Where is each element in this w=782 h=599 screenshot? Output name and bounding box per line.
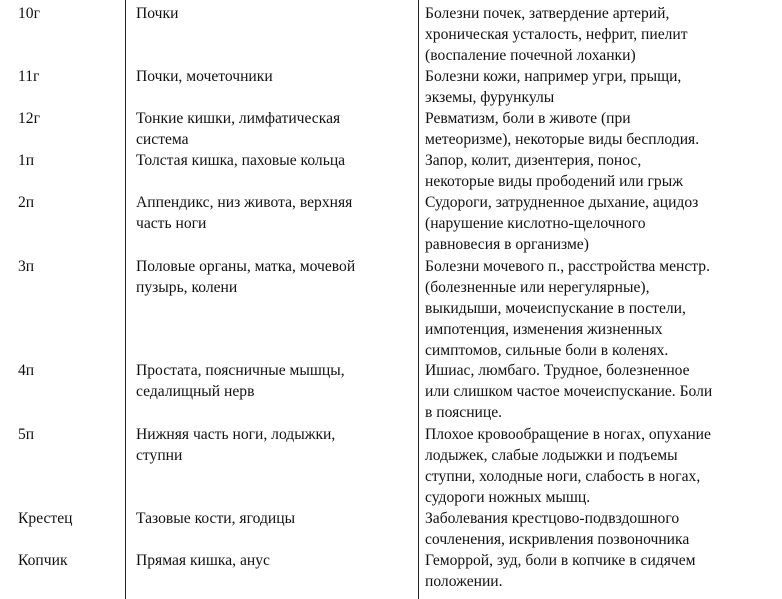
organs-cell xyxy=(136,3,178,24)
symptoms-line: Судороги, затрудненное дыхание, ацидоз xyxy=(425,194,699,211)
symptoms-cell xyxy=(425,66,681,108)
symptoms-line: равновесия в организме) xyxy=(425,236,589,253)
symptoms-line: в пояснице. xyxy=(425,404,503,421)
segment-cell: 10г xyxy=(18,5,40,22)
segment-cell: Крестец xyxy=(18,510,73,527)
symptoms-line: или слишком частое мочеиспускание. Боли xyxy=(425,383,713,400)
symptoms-cell xyxy=(425,256,710,361)
symptoms-line: Ревматизм, боли в животе (при xyxy=(425,110,631,127)
organs-line: Нижняя часть ноги, лодыжки, xyxy=(136,426,336,443)
symptoms-line: хроническая усталость, нефрит, пиелит xyxy=(425,26,688,43)
segment-cell: 4п xyxy=(18,362,35,379)
symptoms-cell xyxy=(425,108,699,150)
symptoms-line: импотенция, изменения жизненных xyxy=(425,321,663,338)
organs-cell xyxy=(136,150,345,171)
symptoms-cell xyxy=(425,3,688,66)
symptoms-line: (болезненные или нерегулярные), xyxy=(425,279,650,296)
symptoms-line: (нарушение кислотно-щелочного xyxy=(425,215,646,232)
organs-line: седалищный нерв xyxy=(136,383,255,400)
organs-line: Половые органы, матка, мочевой xyxy=(136,258,356,275)
segment-cell: 3п xyxy=(18,258,35,275)
organs-cell xyxy=(136,108,340,150)
organs-line: часть ноги xyxy=(136,215,207,232)
symptoms-line: (воспаление почечной лоханки) xyxy=(425,47,636,64)
symptoms-line: экземы, фурункулы xyxy=(425,89,555,106)
segment-cell: 5п xyxy=(18,426,35,443)
organs-line: Почки, мочеточники xyxy=(136,68,273,85)
symptoms-cell xyxy=(425,424,711,508)
symptoms-line: выкидыши, мочеиспускание в постели, xyxy=(425,300,686,317)
segment-cell: 1п xyxy=(18,152,35,169)
symptoms-line: Плохое кровообращение в ногах, опухание xyxy=(425,426,711,443)
symptoms-line: Болезни мочевого п., расстройства менстр. xyxy=(425,258,710,275)
symptoms-line: Заболевания крестцово-подвздошного xyxy=(425,510,680,527)
symptoms-line: ступни, холодные ноги, слабость в ногах, xyxy=(425,468,701,485)
symptoms-line: Болезни кожи, например угри, прыщи, xyxy=(425,68,682,85)
symptoms-line: некоторые виды прободений или грыж xyxy=(425,173,683,190)
organs-line: система xyxy=(136,131,189,148)
organs-cell xyxy=(136,192,352,234)
symptoms-cell xyxy=(425,192,698,255)
organs-line: Толстая кишка, паховые кольца xyxy=(136,152,346,169)
symptoms-cell xyxy=(425,360,712,423)
symptoms-line: положении. xyxy=(425,573,503,590)
symptoms-line: судороги ножных мышц. xyxy=(425,489,591,506)
symptoms-line: лодыжек, слабые лодыжки и подъемы xyxy=(425,447,678,464)
symptoms-line: Ишиас, люмбаго. Трудное, болезненное xyxy=(425,362,690,379)
organs-line: Почки xyxy=(136,5,179,22)
column-divider-2 xyxy=(418,0,419,599)
organs-line: Тонкие кишки, лимфатическая xyxy=(136,110,341,127)
organs-line: Тазовые кости, ягодицы xyxy=(136,510,296,527)
symptoms-cell xyxy=(425,508,689,550)
segment-cell: 2п xyxy=(18,194,35,211)
segment-cell: 12г xyxy=(18,110,40,127)
organs-line: пузырь, колени xyxy=(136,279,238,296)
symptoms-line: Запор, колит, дизентерия, понос, xyxy=(425,152,642,169)
symptoms-line: сочленения, искривления позвоночника xyxy=(425,531,690,548)
organs-cell xyxy=(136,508,295,529)
symptoms-cell xyxy=(425,550,696,592)
organs-cell xyxy=(136,66,273,87)
symptoms-cell xyxy=(425,150,683,192)
organs-line: ступни xyxy=(136,447,183,464)
symptoms-line: метеоризме), некоторые виды бесплодия. xyxy=(425,131,700,148)
organs-cell xyxy=(136,424,335,466)
organs-cell xyxy=(136,550,270,571)
symptoms-line: симптомов, сильные боли в коленях. xyxy=(425,342,669,359)
organs-line: Аппендикс, низ живота, верхняя xyxy=(136,194,353,211)
column-divider-1 xyxy=(125,0,126,599)
symptoms-line: Болезни почек, затвердение артерий, xyxy=(425,5,670,22)
segment-cell: 11г xyxy=(18,68,40,85)
organs-cell xyxy=(136,360,345,402)
segment-cell: Копчик xyxy=(18,552,68,569)
organs-line: Прямая кишка, анус xyxy=(136,552,270,569)
organs-cell xyxy=(136,256,355,298)
organs-line: Простата, поясничные мышцы, xyxy=(136,362,345,379)
symptoms-line: Геморрой, зуд, боли в копчике в сидячем xyxy=(425,552,696,569)
